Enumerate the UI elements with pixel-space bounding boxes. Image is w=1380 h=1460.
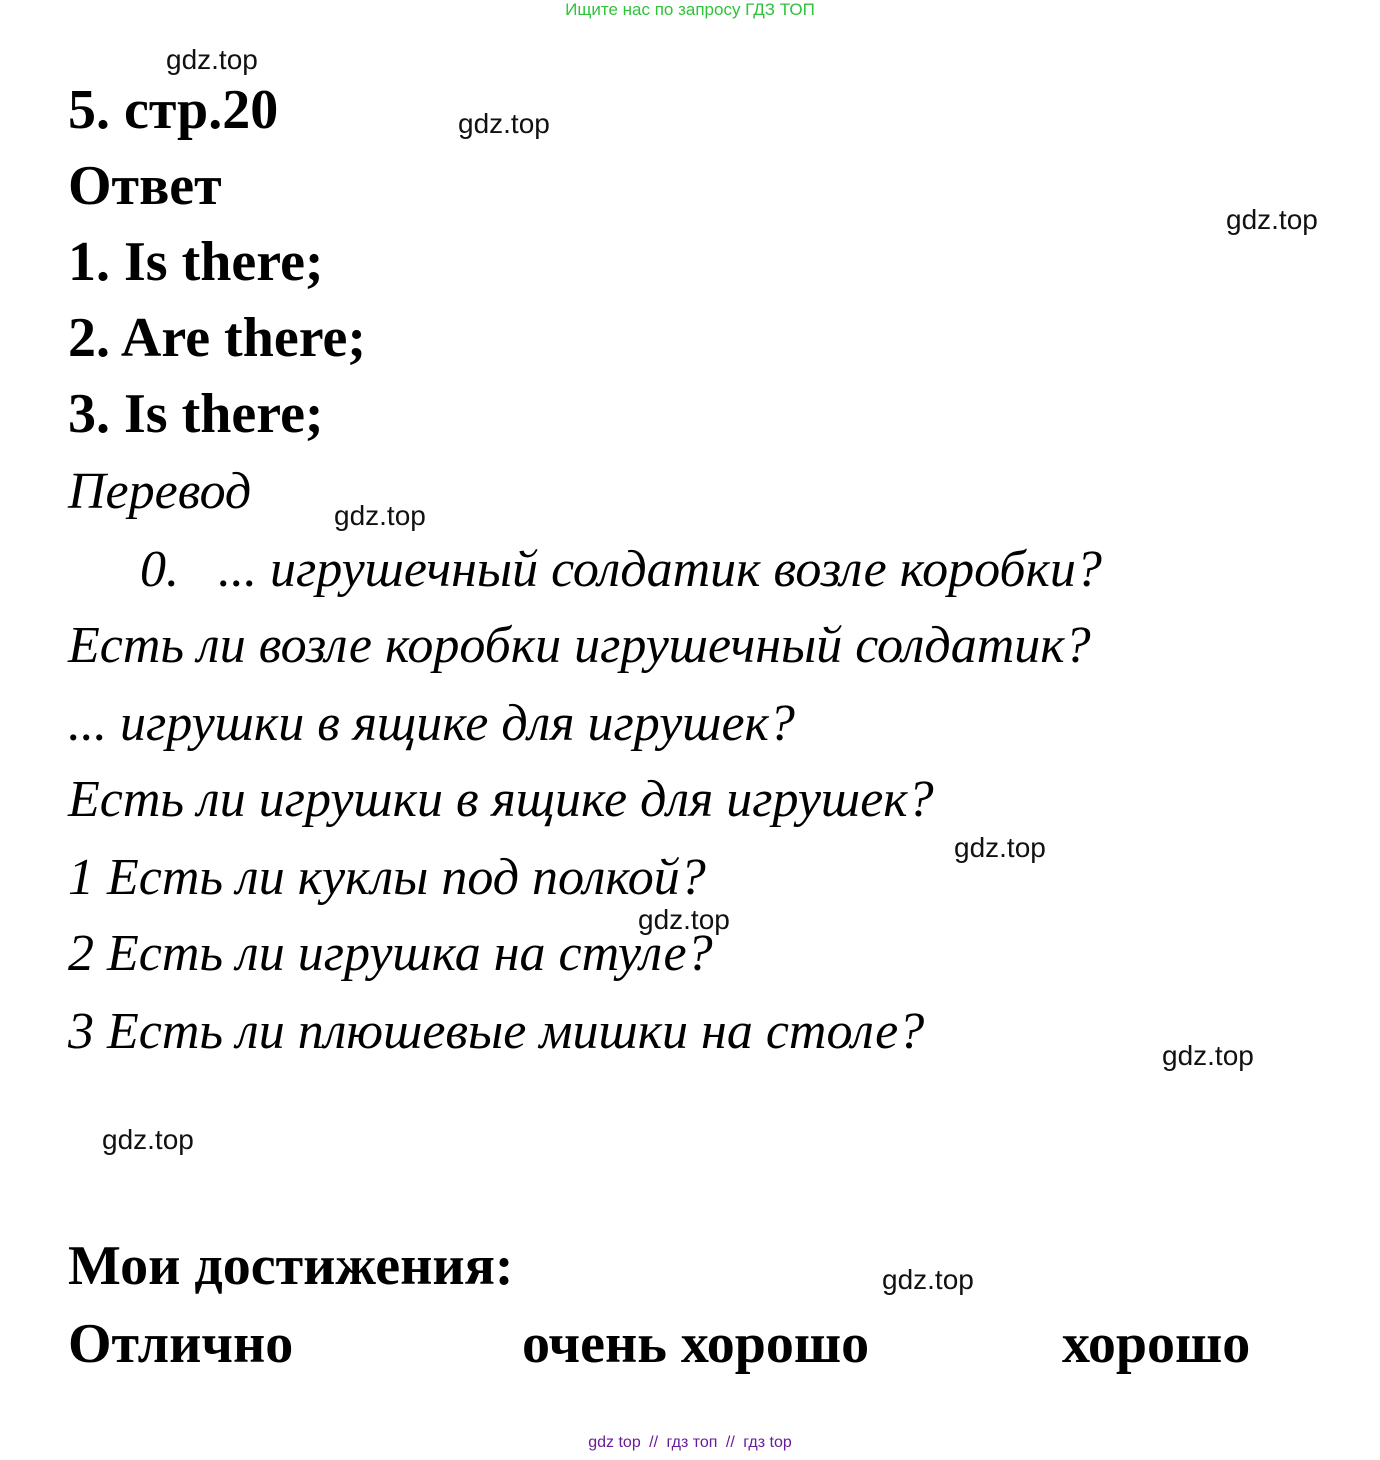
rating-good: хорошо [1062,1313,1251,1375]
translation-line: 3 Есть ли плюшевые мишки на столе? [68,1003,925,1060]
watermark: gdz.top [166,44,258,75]
rating-excellent: Отлично [68,1313,294,1375]
watermark: gdz.top [954,832,1046,863]
watermark: gdz.top [1226,204,1318,235]
translation-line: Есть ли игрушки в ящике для игрушек? [68,771,934,828]
footer [0,1434,1380,1452]
achievements-heading: Мои достижения: [68,1235,514,1297]
watermark: gdz.top [1162,1040,1254,1071]
translation-line: 2 Есть ли игрушка на стуле? [68,925,713,982]
answer-line: 2. Are there; [68,307,367,369]
exercise-title: 5. стр.20 [68,79,279,141]
translation-line: 1 Есть ли куклы под полкой? [68,849,706,906]
translation-heading: Перевод [68,463,252,520]
watermark: gdz.top [102,1124,194,1155]
answer-line: 3. Is there; [68,383,324,445]
translation-line: ... игрушки в ящике для игрушек? [68,695,795,752]
footer-separator: // [725,1434,735,1451]
footer-part: gdz top [588,1434,641,1451]
translation-line: 0. ... игрушечный солдатик возле коробки? [140,541,1102,598]
translation-line: Есть ли возле коробки игрушечный солдатик? [68,617,1091,674]
footer-part: гдз top [743,1434,792,1451]
watermark: gdz.top [638,904,730,935]
watermark: gdz.top [882,1264,974,1295]
answer-line: 1. Is there; [68,231,324,293]
answer-heading: Ответ [68,155,222,217]
footer-separator: // [649,1434,659,1451]
top-banner: Ищите нас по запросу ГДЗ ТОП [565,0,815,19]
watermark: gdz.top [334,500,426,531]
footer-part: гдз топ [666,1434,718,1451]
watermark: gdz.top [458,108,550,139]
rating-very-good: очень хорошо [522,1313,870,1375]
